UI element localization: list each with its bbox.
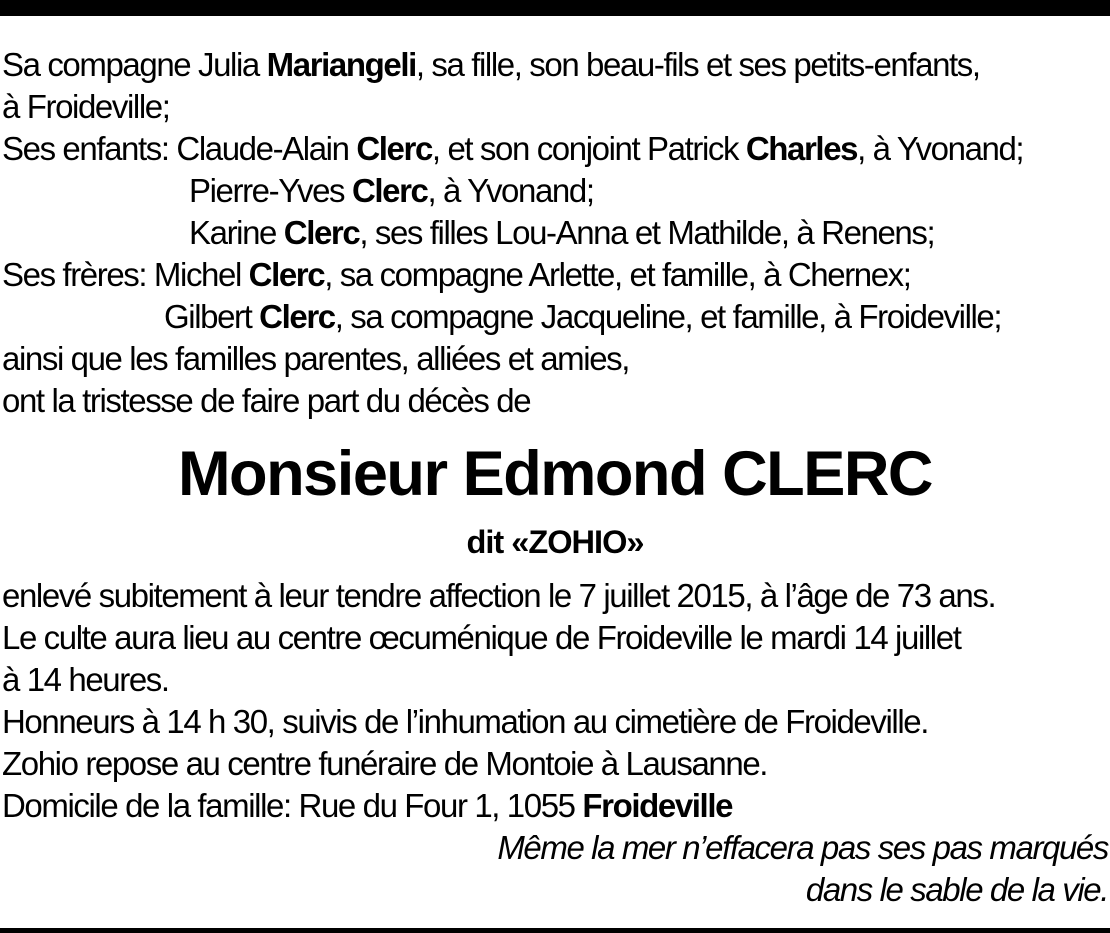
text-segment: Zohio repose au centre funéraire de Montoie à Lausanne. [2,745,768,782]
family-line [164,296,1001,338]
text-segment: à Froideville; [2,88,170,125]
text-segment: , ses filles Lou-Anna et Mathilde, à Renens; [359,214,935,251]
family-line [2,380,530,422]
text-segment: Domicile de la famille: Rue du Four 1, 1055 [2,787,583,824]
epitaph-line: dans le sable de la vie. [805,871,1108,908]
bottom-rule [0,928,1110,933]
text-segment: enlevé subitement à leur tendre affection le 7 juillet 2015, à l’âge de 73 ans. [2,577,996,614]
name-bold: Charles [745,130,858,167]
text-segment: , à Yvonand; [857,130,1024,167]
family-line [2,44,980,86]
family-line [2,128,1023,170]
text-segment: Le culte aura lieu au centre œcuménique de Froideville le mardi 14 juillet [2,619,961,656]
text-segment: Pierre-Yves [189,172,352,209]
family-line [2,338,629,380]
details-line [2,659,169,701]
text-segment: , sa compagne Jacqueline, et famille, à Froideville; [334,298,1002,335]
name-bold: Clerc [283,214,360,251]
name-bold: Clerc [351,172,428,209]
details-line [2,743,767,785]
text-segment: , sa compagne Arlette, et famille, à Chernex; [324,256,911,293]
text-segment: , sa fille, son beau-fils et ses petits-enfants, [415,46,980,83]
text-segment: Karine [189,214,284,251]
name-bold: Clerc [259,298,335,335]
details-line [2,617,960,659]
top-rule [0,0,1110,16]
deceased-nickname: dit «ZOHIO» [466,524,644,560]
text-segment: ont la tristesse de faire part du décès de [2,382,531,419]
family-line [2,254,911,296]
text-segment: , et son conjoint Patrick [431,130,746,167]
text-segment: Gilbert [164,298,260,335]
family-line [189,170,594,212]
text-segment: Honneurs à 14 h 30, suivis de l’inhumation au cimetière de Froideville. [2,703,928,740]
deceased-name: Monsieur Edmond CLERC [177,439,933,509]
family-line [2,86,169,128]
epitaph-line: Même la mer n’effacera pas ses pas marqués [497,829,1108,866]
details-line [2,575,995,617]
details-line [2,701,928,743]
text-segment: à 14 heures. [2,661,169,698]
name-bold: Clerc [356,130,432,167]
family-line [189,212,934,254]
name-bold: Mariangeli [266,46,416,83]
name-bold: Clerc [248,256,325,293]
text-segment: Ses enfants: Claude-Alain [2,130,357,167]
text-segment: ainsi que les familles parentes, alliées et amies, [2,340,630,377]
text-segment: Ses frères: Michel [2,256,249,293]
details-line [2,785,732,827]
text-segment: Sa compagne Julia [2,46,267,83]
name-bold: Froideville [582,787,733,824]
text-segment: , à Yvonand; [427,172,594,209]
